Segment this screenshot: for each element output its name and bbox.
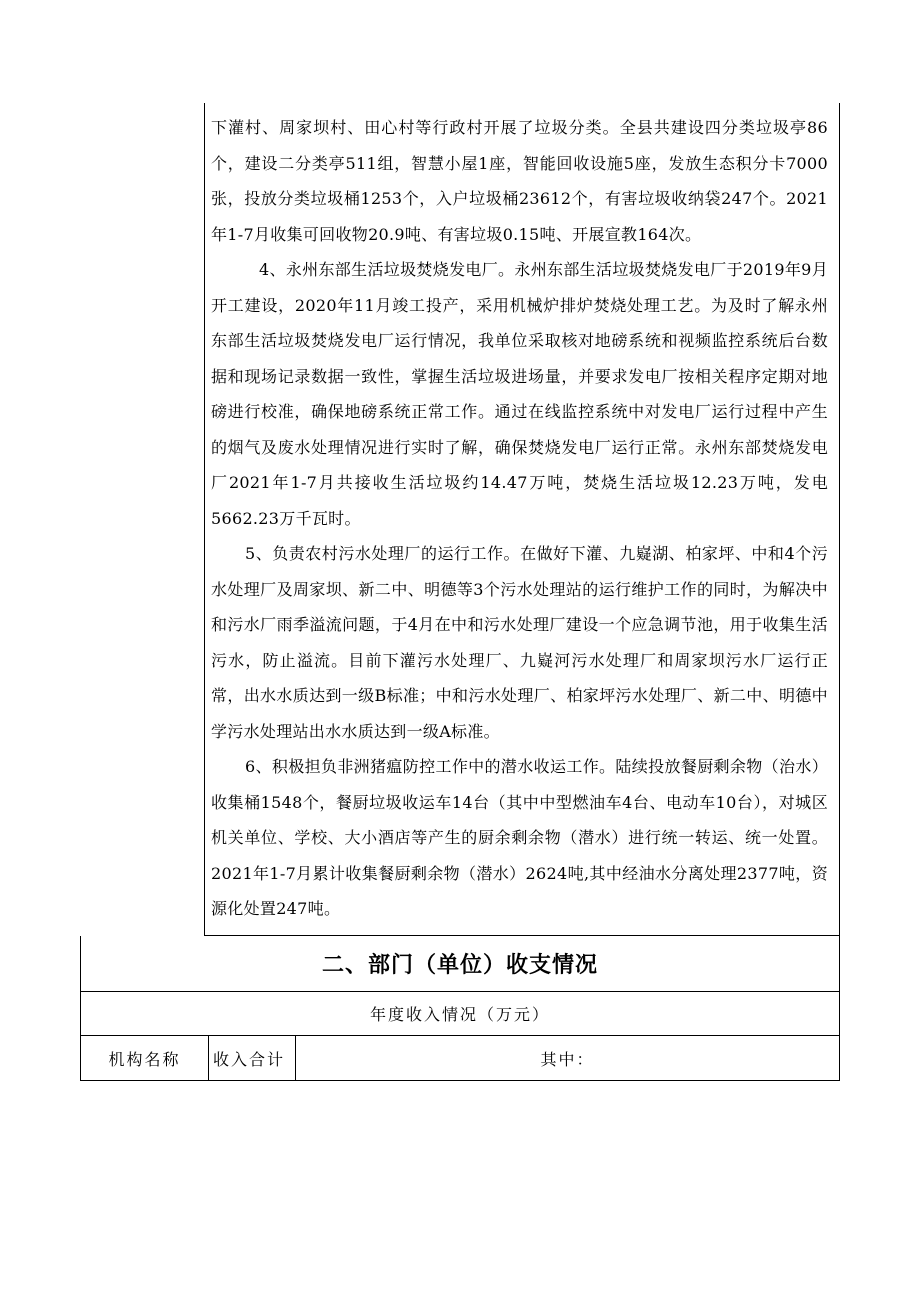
income-title: 年度收入情况（万元）: [81, 992, 839, 1036]
budget-table: [80, 936, 840, 1081]
section-title: 二、部门（单位）收支情况: [81, 936, 839, 992]
paragraph-kitchen-waste: 6、积极担负非洲猪瘟防控工作中的潜水收运工作。陆续投放餐厨剩余物（治水）收集桶1548个，餐厨垃圾收运车14台（其中中型燃油车4台、电动车10台），对城区机关单位、学校、大小酒店等产生的厨余剩余物（潜水）进行统一转运、统一处置。2021年1-7月累计收集餐厨剩余物（潜水）2624吨,其中经油水分离处理2377吨，资源化处置247吨。: [211, 757, 828, 918]
table-header-row: [81, 1036, 839, 1081]
narrative-text-cell: [204, 103, 840, 936]
header-income-total: 收入合计: [209, 1036, 296, 1080]
header-among: 其中：: [540, 1049, 595, 1069]
paragraph-sewage-treatment: 5、负责农村污水处理厂的运行工作。在做好下灌、九嶷湖、柏家坪、中和4个污水处理厂及周家坝、新二中、明德等3个污水处理站的运行维护工作的同时，为解决中和污水厂雨季溢流问题，于4月在中和污水处理厂建设一个应急调节池，用于收集生活污水，防止溢流。目前下灌污水处理厂、九嶷河污水处理厂和周家坝污水厂运行正常，出水水质达到一级B标准；中和污水处理厂、柏家坪污水处理厂、新二中、明德中学污水处理站出水水质达到一级A标准。: [211, 544, 828, 741]
paragraph-garbage-classification: 下灌村、周家坝村、田心村等行政村开展了垃圾分类。全县共建设四分类垃圾亭86个，建设二分类亭511组，智慧小屋1座，智能回收设施5座，发放生态积分卡7000张，投放分类垃圾桶1253个，入户垃圾桶23612个，有害垃圾收纳袋247个。2021年1-7月收集可回收物20.9吨、有害垃圾0.15吨、开展宣教164次。: [211, 118, 828, 244]
paragraph-incineration-plant: 4、永州东部生活垃圾焚烧发电厂。永州东部生活垃圾焚烧发电厂于2019年9月开工建设，2020年11月竣工投产，采用机械炉排炉焚烧处理工艺。为及时了解永州东部生活垃圾焚烧发电厂运行情况，我单位采取核对地磅系统和视频监控系统后台数据和现场记录数据一致性，掌握生活垃圾进场量，并要求发电厂按相关程序定期对地磅进行校准，确保地磅系统正常工作。通过在线监控系统中对发电厂运行过程中产生的烟气及废水处理情况进行实时了解，确保焚烧发电厂运行正常。永州东部焚烧发电厂2021年1-7月共接收生活垃圾约14.47万吨，焚烧生活垃圾12.23万吨，发电5662.23万千瓦时。: [211, 260, 828, 528]
header-org-name: 机构名称: [81, 1036, 209, 1080]
